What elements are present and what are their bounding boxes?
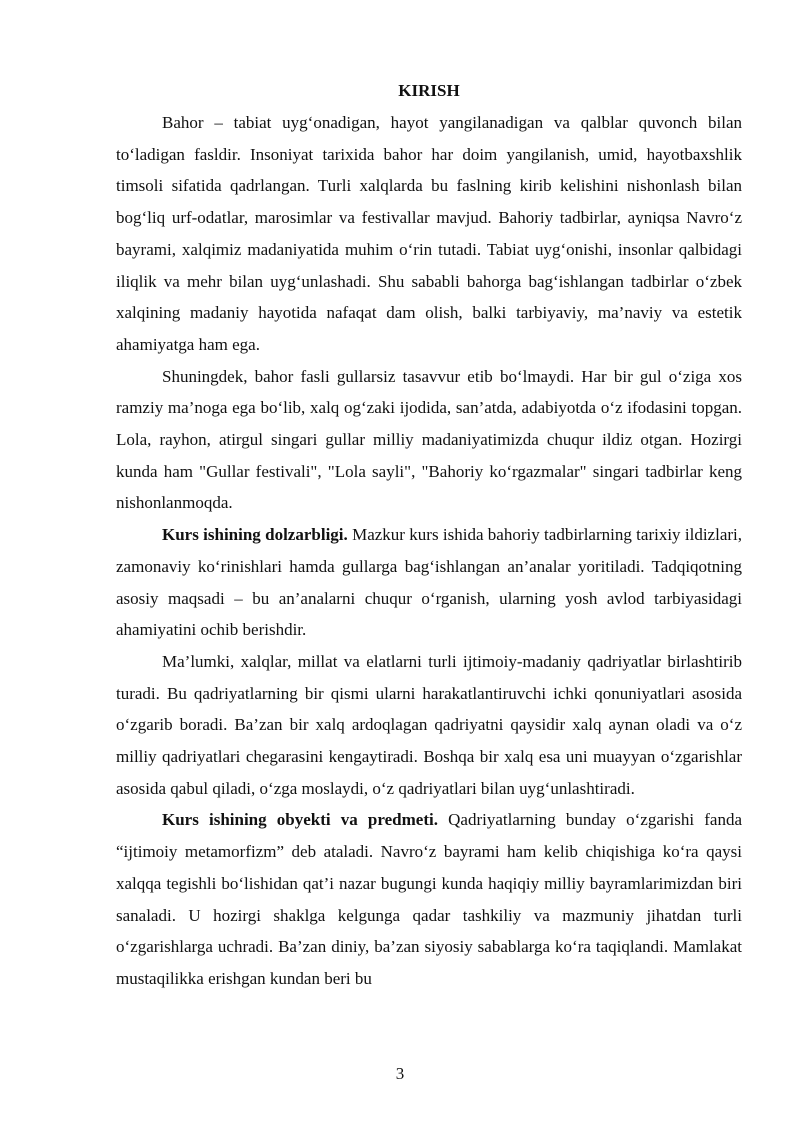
page-body — [116, 75, 742, 995]
paragraph-text: Ma’lumki, xalqlar, millat va elatlarni turli ijtimoiy-madaniy qadriyatlar birlashtirib turadi. Bu qadriyatlarning bir qismi ularni harakatlantiruvchi ichki qonuniyatlari asosida o‘zgarib boradi. Ba’zan bir xalq ardoqlagan qadriyatni qaysidir xalq aynan oladi va o‘z milliy qadriyatlari chegarasini kengaytiradi. Boshqa bir xalq esa uni muayyan o‘zgarishlar asosida qabul qiladi, o‘zga moslaydi, o‘z qadriyatlari bilan uyg‘unlashtiradi. — [116, 651, 742, 798]
paragraph-object-subject — [116, 804, 742, 994]
paragraph-relevance — [116, 519, 742, 646]
paragraph-text: Mazkur kurs ishida bahoriy tadbirlarning tarixiy ildizlari, zamonaviy ko‘rinishlari hamda gullarga bag‘ishlangan an’analar yoritiladi. Tadqiqotning asosiy maqsadi – bu an’analarni chuqur o‘rganish, ularning yosh avlod tarbiyasidagi ahamiyatini ochib berishdir. — [116, 525, 742, 640]
paragraph-lead-heading: Kurs ishining dolzarbligi. — [162, 525, 348, 545]
page-number: 3 — [395, 1064, 405, 1083]
paragraph-values — [116, 646, 742, 805]
paragraph-lead-heading: Kurs ishining obyekti va predmeti. — [162, 810, 438, 830]
paragraph-text: Qadriyatlarning bunday o‘zgarishi fanda “ijtimoiy metamorfizm” deb ataladi. Navro‘z bayrami ham kelib chiqishiga ko‘ra qaysi xalqqa tegishli bo‘lishidan qat’i nazar bugungi kunda haqiqiy milliy bayramlarimizdan biri sanaladi. U hozirgi shaklga kelgunga qadar tashkiliy va mazmuniy jihatdan turli o‘zgarishlarga uchradi. Ba’zan diniy, ba’zan siyosiy sabablarga ko‘ra taqiqlandi. Mamlakat mustaqilikka erishgan kundan beri bu — [116, 810, 742, 988]
paragraph-text: Shuningdek, bahor fasli gullarsiz tasavvur etib bo‘lmaydi. Har bir gul o‘ziga xos ramziy ma’noga ega bo‘lib, xalq og‘zaki ijodida, san’atda, adabiyotda o‘z ifodasini topgan. Lola, rayhon, atirgul singari gullar milliy madaniyatimizda chuqur ildiz otgan. Hozirgi kunda ham "Gullar festivali", "Lola sayli", "Bahoriy ko‘rgazmalar" singari tadbirlar keng nishonlanmoqda. — [116, 366, 742, 513]
paragraph-intro — [116, 107, 742, 361]
section-title: KIRISH — [398, 81, 460, 100]
paragraph-text: Bahor – tabiat uyg‘onadigan, hayot yangilanadigan va qalblar quvonch bilan to‘ladigan fasldir. Insoniyat tarixida bahor har doim yangilanish, umid, hayotbaxshlik timsoli sifatida qadrlangan. Turli xalqlarda bu faslning kirib kelishini nishonlash bilan bog‘liq urf-odatlar, marosimlar va festivallar mavjud. Bahoriy tadbirlar, ayniqsa Navro‘z bayrami, xalqimiz madaniyatida muhim o‘rin tutadi. Tabiat uyg‘onishi, insonlar qalbidagi iliqlik va mehr bilan uyg‘unlashadi. Shu sababli bahorga bag‘ishlangan tadbirlar o‘zbek xalqining madaniy hayotida nafaqat dam olish, balki tarbiyaviy, ma’naviy va estetik ahamiyatga ham ega. — [116, 113, 742, 354]
paragraph-flowers — [116, 361, 742, 520]
